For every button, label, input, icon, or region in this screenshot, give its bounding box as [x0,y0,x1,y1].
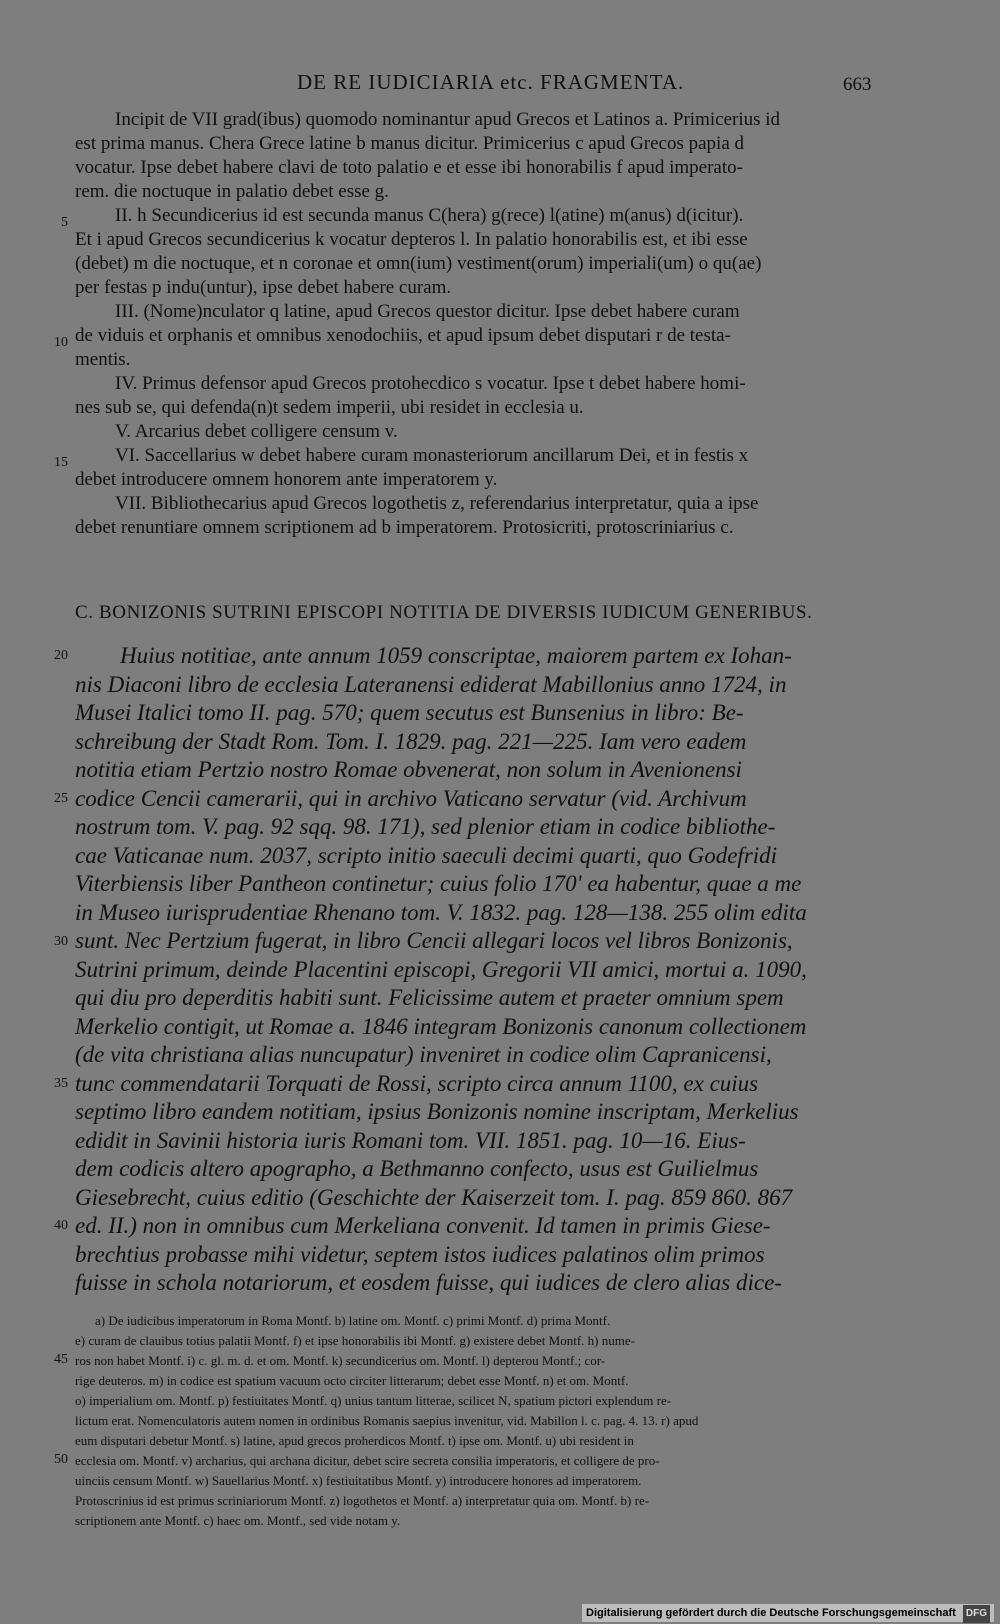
text-line: cae Vaticanae num. 2037, scripto initio saeculi decimi quarti, quo Godefridi [75,842,778,868]
text-line: qui diu pro deperditis habiti sunt. Felicissime autem et praeter omnium spem [75,985,784,1010]
footnote-line: Protoscrinius id est primus scriniariorum Montf. z) logothetos et Montf. a) interpretatur quia om. Montf. b) re- [75,1493,650,1508]
text-line: dem codicis altero apographo, a Bethmanno confecto, usus est Guilielmus [75,1156,759,1181]
text-line: VII. Bibliothecarius apud Grecos logothetis z, referendarius interpretatur, quia a ipse [115,493,759,514]
text-line: Et i apud Grecos secundicerius k vocatur depteros l. In palatio honorabilis est, et ibi esse [75,229,748,250]
line-number: 20 [54,648,68,663]
text-line: (de vita christiana alias nuncupatur) inveniret in codice olim Capranicensi, [75,1042,772,1067]
credit-text: Digitalisierung gefördert durch die Deutsche Forschungsgemeinschaft [586,1607,956,1619]
text-line: rem. die noctuque in palatio debet esse g. [75,181,389,202]
text-line: Huius notitiae, ante annum 1059 conscriptae, maiorem partem ex Iohan- [120,643,792,668]
text-line: de viduis et orphanis et omnibus xenodochiis, et apud ipsum debet disputari r de testa- [75,325,731,346]
dfg-logo: DFG [963,1605,990,1623]
text-line: est prima manus. Chera Grece latine b manus dicitur. Primicerius c apud Grecos papia d [75,133,745,154]
text-line: II. h Secundicerius id est secunda manus C(hera) g(rece) l(atine) m(anus) d(icitur). [115,205,744,226]
text-line: Incipit de VII grad(ibus) quomodo nominantur apud Grecos et Latinos a. Primicerius id [115,109,781,130]
footnote-line: o) imperialium om. Montf. p) festiuitates Montf. q) unius tantum litterae, scilicet N, spatium pictori explendum re- [75,1393,672,1408]
line-number: 30 [54,934,68,949]
text-line: notitia etiam Pertzio nostro Romae obvenerat, non solum in Avenionensi [75,757,742,782]
footnote-line: rige deuteros. m) in codice est spatium vacuum octo circiter litterarum; debet esse Montf. n) et om. Montf. [75,1373,629,1388]
footnote-line: uinciis censum Montf. w) Sauellarius Montf. x) festiuitatibus Montf. y) introducere honores ad imperatorem. [75,1473,642,1488]
page-number: 663 [843,74,872,95]
footnote-line: a) De iudicibus imperatorum in Roma Montf. b) latine om. Montf. c) primi Montf. d) prima Montf. [95,1313,611,1328]
text-line: tunc commendatarii Torquati de Rossi, scripto circa annum 1100, ex cuius [75,1070,759,1096]
text-line: per festas p indu(untur), ipse debet habere curam. [75,277,452,298]
footnote-line: e) curam de clauibus totius palatii Montf. f) et ipse honorabilis ibi Montf. g) existere debet Montf. h) nume- [75,1333,635,1348]
line-number: 45 [54,1352,68,1367]
footnote-line: ecclesia om. Montf. v) archarius, qui archana dicitur, debet scire secreta consilia imperatoris, et colligere de pro- [75,1453,660,1468]
footnote-line: scriptionem ante Montf. c) haec om. Montf., sed vide notam y. [75,1513,401,1528]
footnote-line: lictum erat. Nomenculatoris autem nomen in ordinibus Romanis saepius invenitur, vid. Mabillon l. c. pag. 4. 13. r) apud [75,1413,699,1428]
text-line: nes sub se, qui defenda(n)t sedem imperii, ubi residet in ecclesia u. [75,397,584,418]
text-line: ed. II.) non in omnibus cum Merkeliana convenit. Id tamen in primis Giese- [75,1213,771,1238]
text-line: nis Diaconi libro de ecclesia Lateranensi ediderat Mabillonius anno 1724, in [75,671,787,697]
text-line: Viterbiensis liber Pantheon continetur; cuius folio 170' ea habentur, quae a me [75,871,802,896]
line-number: 15 [54,455,68,470]
footnote-line: eum disputari debetur Montf. s) latine, apud grecos proherdicos Montf. t) ipse om. Montf. u) ubi resident in [75,1433,634,1448]
text-line: Sutrini primum, deinde Placentini episcopi, Gregorii VII amici, mortui a. 1090, [75,956,807,982]
text-line: codice Cencii camerarii, qui in archivo Vaticano servatur (vid. Archivum [75,785,747,811]
digitization-credit [582,1604,994,1622]
text-line: VI. Saccellarius w debet habere curam monasteriorum ancillarum Dei, et in festis x [115,445,749,466]
running-title: DE RE IUDICIARIA etc. FRAGMENTA. [297,70,685,94]
text-line: debet renuntiare omnem scriptionem ad b imperatorem. Protosicriti, protoscriniarius c. [75,517,734,538]
line-number: 10 [54,335,68,350]
footnote-line: ros non habet Montf. i) c. gl. m. d. et om. Montf. k) secundicerius om. Montf. l) depterou Montf.; cor- [75,1353,606,1368]
text-line: Merkelio contigit, ut Romae a. 1846 integram Bonizonis canonum collectionem [75,1013,807,1039]
text-line: septimo libro eandem notitiam, ipsius Bonizonis nomine inscriptam, Merkelius [75,1099,799,1124]
text-line: fuisse in schola notariorum, et eosdem fuisse, qui iudices de clero alias dice- [75,1270,782,1295]
text-line: Musei Italici tomo II. pag. 570; quem secutus est Bunsenius in libro: Be- [75,700,744,725]
text-line: edidit in Savinii historia iuris Romani tom. VII. 1851. pag. 10—16. Eius- [75,1127,746,1153]
text-line: schreibung der Stadt Rom. Tom. I. 1829. pag. 221—225. Iam vero eadem [75,728,747,754]
text-line: V. Arcarius debet colligere censum v. [115,421,398,442]
text-line: nostrum tom. V. pag. 92 sqq. 98. 171), sed plenior etiam in codice bibliothe- [75,814,776,839]
text-line: IV. Primus defensor apud Grecos protohecdico s vocatur. Ipse t debet habere homi- [115,373,746,394]
line-number: 50 [54,1452,68,1467]
text-line: vocatur. Ipse debet habere clavi de toto palatio e et esse ibi honorabilis f apud imperato- [75,157,743,178]
text-line: debet introducere omnem honorem ante imperatorem y. [75,469,498,490]
text-line: sunt. Nec Pertzium fugerat, in libro Cencii allegari locos vel libros Bonizonis, [75,928,793,953]
text-line: III. (Nome)nculator q latine, apud Grecos questor dicitur. Ipse debet habere curam [115,301,740,322]
text-line: in Museo iurisprudentiae Rhenano tom. V. 1832. pag. 128—138. 255 olim edita [75,899,807,925]
line-number: 40 [54,1218,68,1233]
text-line: mentis. [75,349,131,370]
text-line: (debet) m die noctuque, et n coronae et omn(ium) vestiment(orum) imperiali(um) o qu(ae) [75,253,762,274]
line-number: 35 [54,1076,68,1091]
text-line: Giesebrecht, cuius editio (Geschichte der Kaiserzeit tom. I. pag. 859 860. 867 [75,1184,793,1210]
running-header [0,70,1000,100]
section-heading: C. BONIZONIS SUTRINI EPISCOPI NOTITIA DE DIVERSIS IUDICUM GENERIBUS. [75,602,813,623]
line-number: 5 [61,215,68,230]
line-number: 25 [54,791,68,806]
text-line: brechtius probasse mihi videtur, septem istos iudices palatinos olim primos [75,1241,765,1267]
